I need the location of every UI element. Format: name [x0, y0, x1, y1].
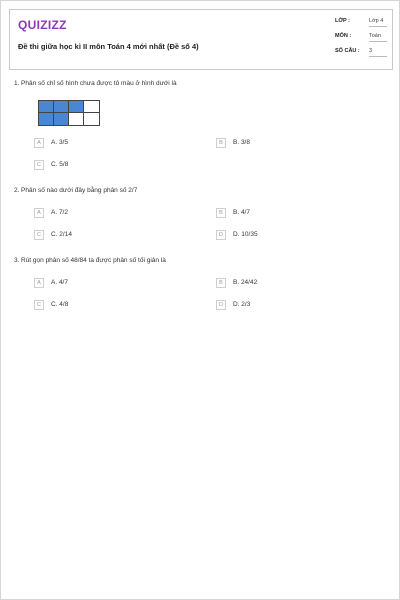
option-letter: B	[216, 278, 226, 288]
question-text: Phân số nào dưới đây bằng phân số 2/7	[21, 187, 138, 194]
option-text: A. 7/2	[51, 209, 68, 216]
option-text: D. 2/3	[233, 301, 251, 308]
document-title: Đề thi giữa học kì II môn Toán 4 mới nhất (Đề số 4)	[18, 42, 199, 51]
question-number: 2.	[14, 187, 20, 194]
option-letter: C	[34, 300, 44, 310]
option-letter: A	[34, 278, 44, 288]
question-text: Phân số chỉ số hình chưa được tô màu ở hình dưới là	[21, 80, 177, 87]
meta-question-count-label: SỐ CÂU :	[335, 48, 360, 54]
option-letter: D	[216, 300, 226, 310]
option-text: C. 5/8	[51, 161, 69, 168]
meta-class-value: Lớp 4	[369, 18, 387, 27]
question-number: 1.	[14, 80, 20, 87]
filled-cell	[69, 101, 84, 113]
question-number: 3.	[14, 257, 20, 264]
option-letter: B	[216, 208, 226, 218]
filled-cell	[39, 101, 54, 113]
option-text: C. 2/14	[51, 231, 72, 238]
option-letter: B	[216, 138, 226, 148]
option-text: B. 24/42	[233, 279, 258, 286]
option-text: C. 4/8	[51, 301, 69, 308]
empty-cell	[69, 113, 84, 125]
option-text: D. 10/35	[233, 231, 258, 238]
empty-cell	[84, 113, 99, 125]
quizizz-logo: QUIZIZZ	[18, 18, 67, 32]
question-text: Rút gọn phân số 48/84 ta được phân số tối giản là	[21, 257, 166, 264]
meta-question-count-value: 3	[369, 48, 387, 57]
fraction-figure	[38, 100, 100, 126]
option-letter: C	[34, 230, 44, 240]
empty-cell	[84, 101, 99, 113]
option-letter: A	[34, 208, 44, 218]
option-text: A. 4/7	[51, 279, 68, 286]
option-text: B. 3/8	[233, 139, 250, 146]
option-letter: C	[34, 160, 44, 170]
option-text: A. 3/5	[51, 139, 68, 146]
option-text: B. 4/7	[233, 209, 250, 216]
meta-class-label: LỚP :	[335, 18, 350, 24]
filled-cell	[54, 113, 69, 125]
filled-cell	[39, 113, 54, 125]
option-letter: A	[34, 138, 44, 148]
filled-cell	[54, 101, 69, 113]
option-letter: D	[216, 230, 226, 240]
worksheet-header	[9, 9, 393, 70]
meta-subject-value: Toán	[369, 33, 387, 42]
meta-subject-label: MÔN :	[335, 33, 352, 39]
